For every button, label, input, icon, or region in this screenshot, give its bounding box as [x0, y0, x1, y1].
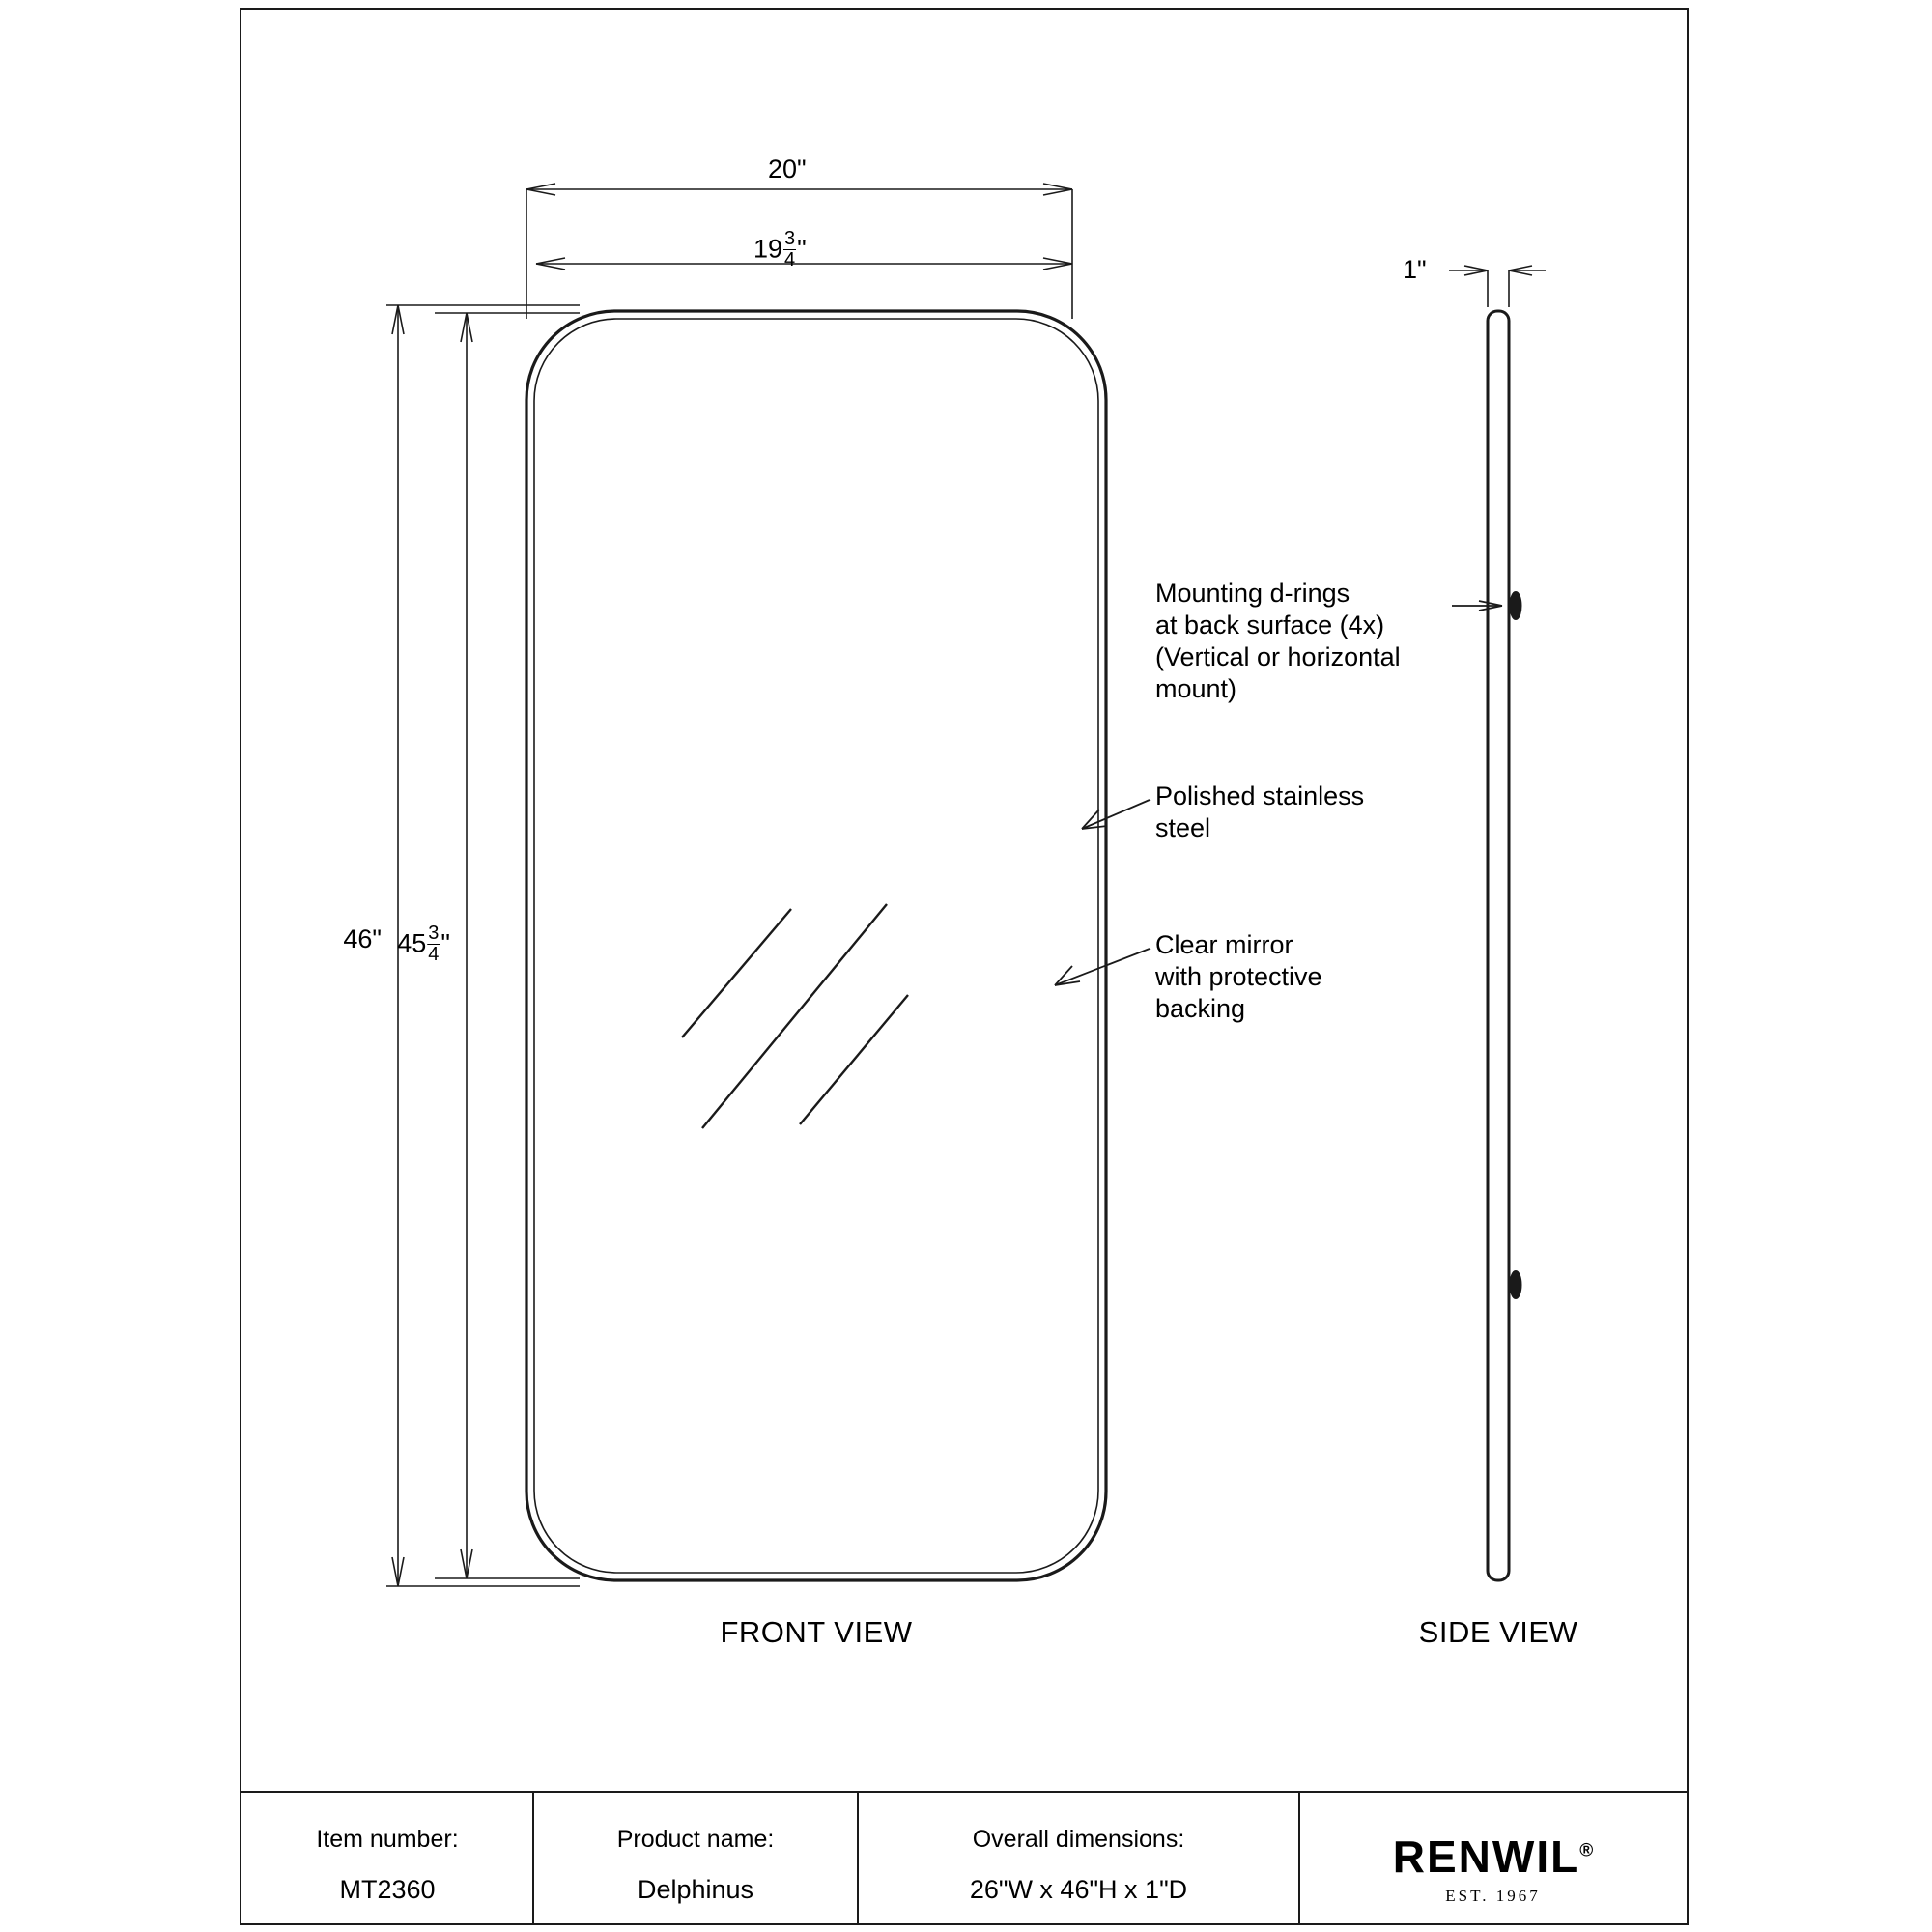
callout-clear-mirror [1155, 929, 1445, 1025]
side-view-label: SIDE VIEW [1418, 1615, 1578, 1649]
callout-mounting-d-rings [1155, 578, 1474, 705]
overall-dimensions-label: Overall dimensions: [972, 1826, 1185, 1853]
item-number-value: MT2360 [339, 1875, 436, 1904]
dimension-mirror-height-label: 45 $\frac{3}{4}$ " [397, 923, 450, 965]
mirror-reflection-lines [682, 904, 908, 1128]
mirror-width-denominator: 4 [784, 249, 796, 270]
dimension-depth-label: 1" [1403, 255, 1427, 284]
side-view-profile [1488, 311, 1509, 1580]
title-block-item-number [243, 1826, 531, 1905]
front-view-mirror-outline [526, 311, 1106, 1580]
item-number-label: Item number: [316, 1826, 459, 1853]
callout-mirror-line-3: backing [1155, 994, 1246, 1023]
brand-registered-mark: ® [1579, 1840, 1594, 1861]
dimension-overall-height-label: 46" [343, 924, 382, 953]
dimension-depth [1449, 266, 1546, 307]
d-ring-marks [1511, 592, 1521, 1298]
mirror-height-denominator: 4 [428, 944, 440, 965]
brand-established: EST. 1967 [1445, 1887, 1541, 1905]
product-name-value: Delphinus [637, 1875, 754, 1904]
product-name-label: Product name: [616, 1826, 775, 1853]
extension-lines-top [386, 305, 580, 313]
mirror-width-numerator: 3 [784, 228, 796, 249]
callout-steel-line-1: Polished stainless [1155, 781, 1365, 810]
callout-mounting-line-2: at back surface (4x) [1155, 611, 1385, 639]
dimension-overall-width-label: 20" [768, 155, 807, 184]
callout-mounting-line-1: Mounting d-rings [1155, 579, 1350, 608]
front-view-label: FRONT VIEW [720, 1615, 913, 1649]
callout-mounting-line-3: (Vertical or horizontal [1155, 642, 1401, 671]
extension-lines-bottom [386, 1578, 580, 1586]
dimension-mirror-height [461, 313, 472, 1578]
callout-polished-stainless-steel [1155, 781, 1445, 844]
mirror-height-numerator: 3 [428, 923, 440, 944]
callout-mirror-line-1: Clear mirror [1155, 930, 1293, 959]
brand-name: RENWIL® [1392, 1832, 1594, 1882]
callout-steel-line-2: steel [1155, 813, 1211, 842]
callout-mirror-line-2: with protective [1155, 962, 1322, 991]
dimension-mirror-width-label: 19 $\frac{3}{4}$ " [753, 228, 807, 270]
title-block-overall-dimensions [860, 1826, 1297, 1905]
callout-mounting-line-4: mount) [1155, 674, 1237, 703]
overall-dimensions-value: 26"W x 46"H x 1"D [969, 1875, 1188, 1904]
title-block-product-name [535, 1826, 856, 1905]
brand-logo [1301, 1831, 1685, 1906]
